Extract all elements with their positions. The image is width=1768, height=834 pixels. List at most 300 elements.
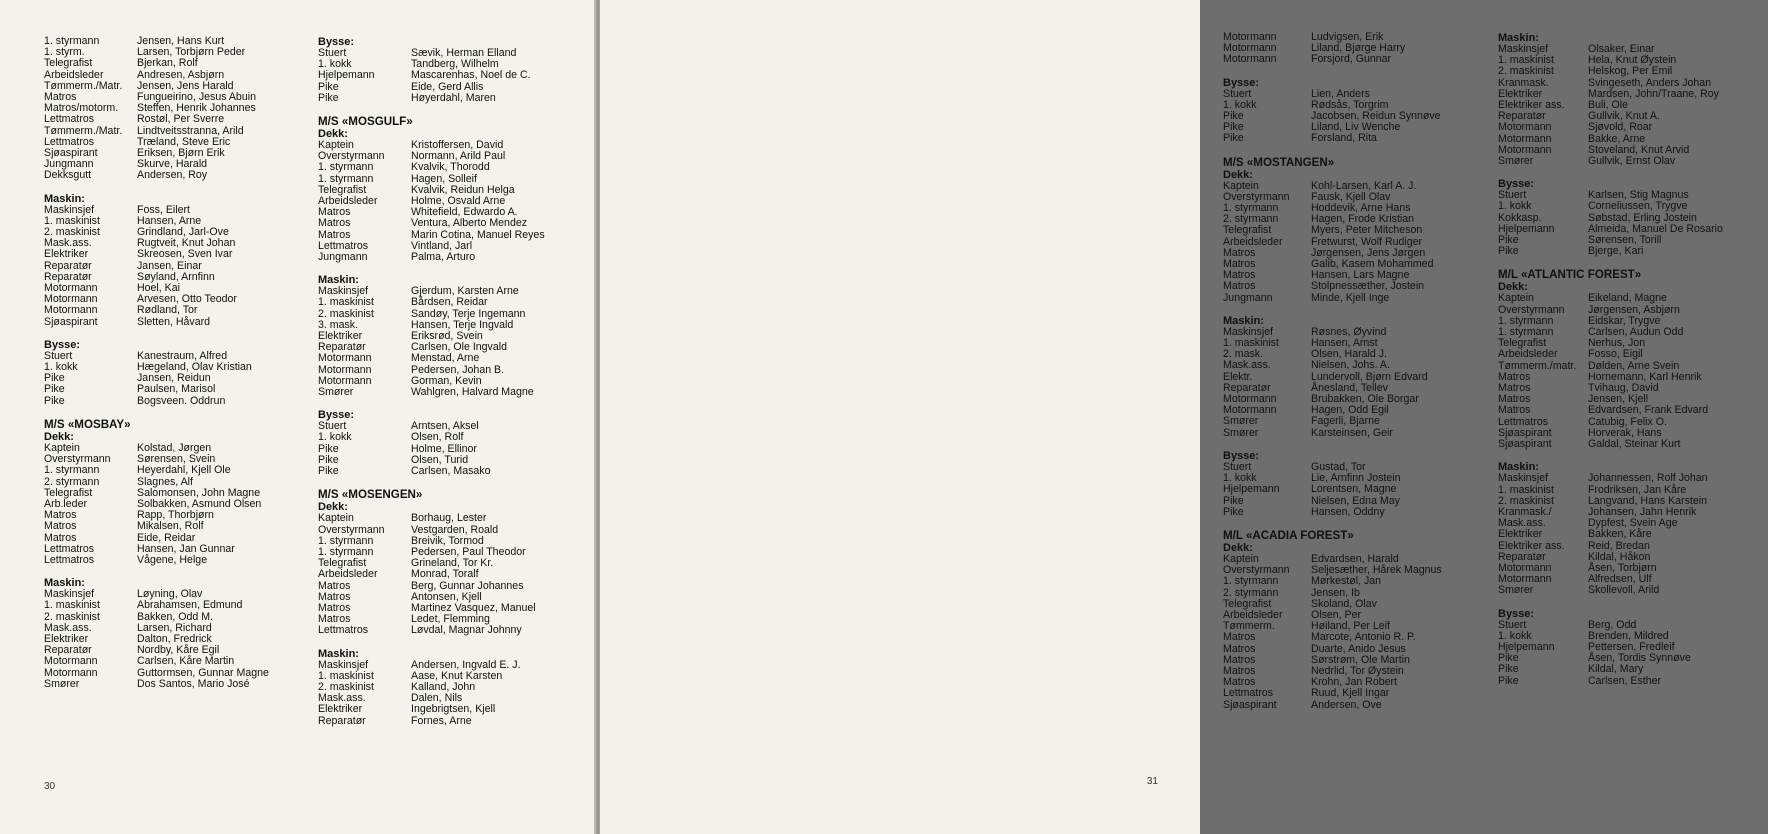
crew-role: Motormann: [1498, 121, 1552, 134]
crew-name: Hansen, Terje Ingvald: [411, 318, 514, 331]
crew-role: 1. kokk: [1223, 472, 1257, 485]
crew-role: Reparatør: [318, 341, 366, 354]
crew-role: Smører: [318, 386, 354, 399]
crew-name: Slagnes, Alf: [137, 475, 193, 488]
crew-name: Løyning, Olav: [137, 588, 203, 601]
ship-name-heading: M/S «MOSENGEN»: [318, 488, 423, 502]
crew-name: Bjerge, Kari: [1588, 245, 1644, 258]
crew-name: Fagerli, Bjarne: [1311, 415, 1380, 428]
crew-row: [44, 305, 294, 316]
crew-name: Borhaug, Lester: [411, 512, 487, 525]
crew-name: Dos Santos, Mario José: [137, 677, 250, 690]
crew-role: 1. styrmann: [318, 534, 374, 547]
crew-row: [1498, 122, 1768, 133]
department-heading: Bysse:: [318, 36, 355, 48]
crew-role: Overstyrmann: [1223, 564, 1290, 577]
ship-name-heading: M/L «ACADIA FOREST»: [1223, 528, 1354, 542]
crew-role: Lettmatros: [1498, 415, 1549, 428]
crew-role: 1. kokk: [44, 361, 78, 374]
crew-role: Reparatør: [44, 270, 92, 283]
crew-name: Menstad, Arne: [411, 352, 480, 365]
crew-row: [318, 466, 568, 477]
crew-role: Overstyrmann: [1223, 190, 1290, 203]
crew-name: Eidskar, Trygve: [1588, 314, 1661, 327]
crew-role: Motormann: [1498, 561, 1552, 574]
crew-column: [1223, 32, 1483, 711]
crew-row: [318, 252, 568, 263]
crew-role: Matros: [1223, 269, 1256, 282]
crew-name: Johansen, Jahn Henrik: [1588, 505, 1697, 518]
crew-role: Matros/motorm.: [44, 102, 119, 115]
crew-name: Breivik, Tormod: [411, 534, 484, 547]
crew-section: [1223, 77, 1483, 145]
crew-name: Lindtveitsstranna, Arild: [137, 124, 244, 137]
crew-name: Holme, Osvald Arne: [411, 195, 506, 208]
crew-role: 2. styrmann: [44, 475, 100, 488]
crew-role: 1. styrmann: [318, 172, 374, 185]
crew-role: Pike: [1498, 652, 1519, 665]
crew-name: Larsen, Richard: [137, 621, 212, 634]
crew-name: Eide, Reidar: [137, 531, 196, 544]
crew-name: Hoddevik, Arne Hans: [1311, 202, 1411, 215]
crew-section: [318, 115, 568, 263]
crew-role: Motormann: [318, 363, 372, 376]
crew-role: Kaptein: [44, 441, 80, 454]
crew-name: Tandberg, Wilhelm: [411, 58, 499, 71]
crew-name: Edvardsen, Harald: [1311, 552, 1399, 565]
crew-name: Myers, Peter Mitcheson: [1311, 224, 1423, 237]
crew-role: Motormann: [318, 352, 372, 365]
crew-name: Skurve, Harald: [137, 158, 208, 171]
crew-role: Matros: [318, 579, 351, 592]
crew-row: [1498, 293, 1768, 304]
crew-name: Brenden, Mildred: [1588, 629, 1669, 642]
crew-row: [44, 384, 294, 395]
crew-role: Mask.ass.: [1223, 359, 1271, 372]
crew-role: Telegrafist: [318, 183, 367, 196]
crew-name: Carlsen, Audun Odd: [1588, 326, 1684, 339]
crew-name: Gjerdum, Karsten Arne: [411, 285, 519, 298]
crew-name: Hagen, Odd Egil: [1311, 404, 1389, 417]
crew-role: Telegrafist: [1223, 597, 1272, 610]
crew-name: Jansen, Einar: [137, 259, 202, 272]
crew-name: Liland, Liv Wenche: [1311, 121, 1401, 134]
department-heading: Maskin:: [318, 274, 359, 287]
crew-name: Seljesæther, Hårek Magnus: [1311, 564, 1442, 577]
crew-role: Motormann: [1223, 42, 1277, 55]
crew-name: Søyland, Arnfinn: [137, 270, 215, 283]
crew-row: [1223, 54, 1483, 65]
crew-name: Arntsen, Aksel: [411, 420, 479, 433]
department-heading: Bysse:: [318, 409, 355, 422]
crew-name: Bakken, Odd M.: [137, 610, 213, 623]
crew-section: [318, 274, 568, 398]
crew-name: Hægeland, Olav Kristian: [137, 361, 252, 374]
crew-role: Sjøaspirant: [44, 315, 98, 328]
crew-name: Hansen, Arne: [137, 214, 202, 227]
crew-role: Stuert: [1223, 87, 1252, 100]
crew-name: Guttormsen, Gunnar Magne: [137, 666, 269, 679]
crew-row: [1223, 360, 1483, 371]
crew-name: Holme, Ellinor: [411, 442, 477, 455]
crew-name: Sævik, Herman Elland: [411, 47, 517, 59]
crew-name: Bakken, Kåre: [1588, 528, 1652, 541]
crew-name: Kvalvik, Reidun Helga: [411, 183, 515, 196]
crew-name: Hansen, Arnst: [1311, 337, 1378, 350]
crew-name: Sørstrøm, Ole Martin: [1311, 653, 1410, 666]
crew-name: Jensen, Jens Harald: [137, 79, 234, 92]
crew-role: 1. maskinist: [44, 599, 100, 612]
crew-column: [318, 36, 568, 727]
crew-row: [1498, 529, 1768, 540]
crew-name: Eriksrød, Svein: [411, 330, 483, 343]
crew-section: [1223, 450, 1483, 518]
crew-role: Smører: [44, 677, 80, 690]
crew-name: Brubakken, Ole Borgar: [1311, 393, 1419, 406]
crew-role: Smører: [1498, 584, 1534, 597]
crew-role: Pike: [318, 465, 339, 478]
crew-name: Minde, Kjell Inge: [1311, 291, 1390, 304]
crew-section: [44, 193, 294, 328]
crew-name: Hansen, Oddny: [1311, 505, 1385, 518]
crew-row: [1498, 201, 1768, 212]
crew-section: [44, 577, 294, 690]
crew-role: 2. styrmann: [1223, 213, 1279, 226]
crew-role: Dekksgutt: [44, 169, 92, 182]
crew-role: Jungmann: [318, 251, 368, 264]
crew-role: Kaptein: [1498, 292, 1534, 305]
crew-name: Grineland, Tor Kr.: [411, 557, 494, 570]
crew-row: [318, 513, 568, 524]
crew-role: Matros: [318, 601, 351, 614]
crew-section: [1498, 32, 1768, 167]
crew-role: Pike: [318, 442, 339, 455]
crew-role: Pike: [1223, 132, 1244, 145]
right-page: [600, 0, 1723, 834]
crew-role: 1. kokk: [318, 431, 352, 444]
page-number: 30: [44, 781, 56, 792]
crew-name: Kvalvik, Thorodd: [411, 161, 490, 174]
crew-name: Buli, Ole: [1588, 99, 1629, 112]
crew-name: Kanestraum, Alfred: [137, 349, 228, 362]
crew-name: Olsen, Per: [1311, 608, 1362, 621]
crew-name: Svingeseth, Anders Johan: [1588, 76, 1712, 89]
crew-name: Sørensen, Svein: [137, 453, 216, 466]
crew-role: 1. styrmann: [44, 35, 100, 47]
crew-name: Berg, Gunnar Johannes: [411, 579, 524, 592]
crew-name: Liland, Bjørge Harry: [1311, 42, 1406, 55]
crew-name: Krohn, Jan Robert: [1311, 676, 1397, 689]
crew-name: Tvihaug, David: [1588, 382, 1659, 395]
crew-role: Reparatør: [44, 259, 92, 272]
crew-role: Motormann: [44, 304, 98, 317]
crew-name: Skoland, Olav: [1311, 597, 1377, 610]
department-heading: Dekk:: [1223, 541, 1253, 554]
crew-role: Matros: [44, 91, 77, 104]
department-heading: Bysse:: [44, 338, 81, 351]
crew-name: Rostøl, Per Sverre: [137, 113, 225, 126]
crew-role: Elektriker: [44, 248, 89, 261]
crew-name: Pedersen, Paul Theodor: [411, 545, 526, 558]
crew-role: Arbeidsleder: [318, 568, 378, 581]
crew-name: Mikalsen, Rolf: [137, 520, 204, 533]
crew-name: Olsaker, Einar: [1588, 43, 1655, 55]
crew-role: Overstyrmann: [318, 150, 385, 163]
crew-row: [1498, 439, 1768, 450]
crew-role: 2. maskinist: [318, 680, 374, 693]
crew-role: Jungmann: [44, 158, 94, 171]
department-heading: Maskin:: [44, 192, 85, 205]
crew-role: 1. maskinist: [1498, 54, 1554, 67]
crew-row: [1223, 428, 1483, 439]
crew-role: Matros: [318, 613, 351, 626]
crew-name: Edvardsen, Frank Edvard: [1588, 404, 1709, 417]
crew-role: Matros: [1223, 258, 1256, 271]
crew-name: Normann, Arild Paul: [411, 150, 506, 163]
crew-role: Stuert: [318, 47, 347, 59]
crew-role: Mask.ass.: [44, 621, 92, 634]
crew-name: Ruud, Kjell Ingar: [1311, 687, 1390, 700]
crew-role: Reparatør: [318, 714, 366, 727]
page-number: 31: [1146, 776, 1158, 787]
crew-name: Gullvik, Knut A.: [1588, 110, 1660, 123]
crew-name: Paulsen, Marisol: [137, 383, 216, 396]
crew-role: Maskinsjef: [1498, 472, 1549, 485]
crew-name: Dalton, Fredrick: [137, 632, 212, 645]
crew-role: Overstyrmann: [44, 453, 111, 466]
crew-role: Stuert: [318, 420, 347, 433]
crew-name: Lorentsen, Magne: [1311, 483, 1397, 496]
department-heading: Bysse:: [1498, 178, 1535, 191]
crew-section: [318, 648, 568, 727]
crew-name: Jensen, Ib: [1311, 586, 1360, 599]
crew-name: Kalland, John: [411, 680, 476, 693]
crew-name: Karlsen, Stig Magnus: [1588, 189, 1689, 202]
crew-name: Nedrlid, Tor Øystein: [1311, 664, 1404, 677]
crew-role: 1. styrmann: [1498, 314, 1554, 327]
crew-role: Kokkasp.: [1498, 211, 1542, 224]
crew-role: Smører: [1498, 155, 1534, 168]
crew-name: Nielsen, Johs. A.: [1311, 359, 1390, 372]
crew-name: Larsen, Torbjørn Peder: [137, 46, 246, 59]
crew-role: Stuert: [1498, 618, 1527, 631]
crew-role: Arbeidsleder: [1223, 235, 1283, 248]
crew-role: Maskinsjef: [1498, 43, 1549, 55]
crew-role: 1. maskinist: [1223, 337, 1279, 350]
crew-role: Elektriker ass.: [1498, 539, 1565, 552]
crew-name: Grindland, Jarl-Ove: [137, 226, 229, 239]
crew-name: Andresen, Asbjørn: [137, 68, 225, 81]
crew-row: [318, 162, 568, 173]
crew-name: Høiland, Per Leif: [1311, 620, 1390, 633]
crew-row: [318, 625, 568, 636]
crew-name: Skreosen, Sven Ivar: [137, 248, 233, 261]
crew-name: Solbakken, Asmund Olsen: [137, 497, 262, 510]
crew-role: Matros: [318, 590, 351, 603]
crew-name: Kildal, Mary: [1588, 663, 1644, 676]
ship-name-heading: M/S «MOSBAY»: [44, 417, 131, 431]
department-heading: Maskin:: [1498, 461, 1539, 474]
crew-name: Hagen, Solleif: [411, 172, 477, 185]
crew-name: Galib, Kasem Mohammed: [1311, 258, 1434, 271]
crew-role: Motormann: [44, 666, 98, 679]
crew-role: Matros: [1498, 393, 1531, 406]
crew-role: Maskinsjef: [44, 588, 95, 601]
crew-role: Lettmatros: [318, 624, 369, 637]
crew-name: Åsen, Tordis Synnøve: [1588, 652, 1691, 665]
crew-row: [1498, 585, 1768, 596]
crew-name: Pedersen, Johan B.: [411, 363, 505, 376]
crew-name: Jacobsen, Reidun Synnøve: [1311, 110, 1441, 123]
crew-name: Ånesland, Tellev: [1311, 381, 1388, 394]
crew-row: [318, 70, 568, 81]
crew-role: Elektriker: [318, 330, 363, 343]
department-heading: Dekk:: [318, 501, 348, 514]
crew-row: [318, 432, 568, 443]
crew-role: Maskinsjef: [44, 203, 95, 216]
crew-role: 1. styrmann: [1223, 575, 1279, 588]
crew-name: Bjerkan, Rolf: [137, 57, 198, 70]
crew-role: Motormann: [1223, 404, 1277, 417]
crew-role: 1. styrm.: [44, 46, 85, 59]
crew-role: 1. kokk: [1498, 629, 1532, 642]
crew-name: Stolpnessæther, Jostein: [1311, 280, 1425, 293]
crew-role: 1. styrmann: [318, 161, 374, 174]
crew-role: Elektriker: [1498, 528, 1543, 541]
crew-section: [1223, 32, 1483, 66]
crew-role: Pike: [44, 372, 65, 385]
department-heading: Maskin:: [1498, 32, 1539, 44]
crew-name: Lie, Arnfinn Jostein: [1311, 472, 1401, 485]
crew-role: Pike: [44, 383, 65, 396]
crew-role: Kaptein: [1223, 179, 1259, 192]
crew-row: [44, 58, 294, 69]
crew-role: Elektr.: [1223, 370, 1253, 383]
crew-role: Pike: [318, 91, 339, 104]
crew-role: Hjelpemann: [1498, 640, 1555, 653]
crew-section: [1223, 315, 1483, 439]
crew-name: Pettersen, Fredleif: [1588, 640, 1675, 653]
crew-role: Arbeidsleder: [318, 195, 378, 208]
crew-role: 1. styrmann: [318, 545, 374, 558]
crew-role: Sjøaspirant: [1498, 438, 1552, 451]
crew-role: Sjøaspirant: [1223, 698, 1277, 711]
crew-name: Mascarenhas, Noel de C.: [411, 69, 531, 82]
crew-name: Ventura, Alberto Mendez: [411, 217, 528, 230]
crew-role: Motormann: [1498, 132, 1552, 145]
crew-name: Søbstad, Erling Jostein: [1588, 211, 1697, 224]
crew-name: Nielsen, Edna May: [1311, 494, 1400, 507]
crew-name: Bårdsen, Reidar: [411, 296, 488, 309]
crew-name: Rødland, Tor: [137, 304, 198, 317]
crew-role: Matros: [1223, 631, 1256, 644]
crew-role: Overstyrmann: [318, 523, 385, 536]
crew-role: Matros: [44, 531, 77, 544]
crew-role: Reparatør: [1498, 110, 1546, 123]
crew-name: Foss, Eilert: [137, 203, 190, 216]
crew-name: Røsnes, Øyvind: [1311, 325, 1387, 338]
crew-name: Gorman, Kevin: [411, 374, 482, 387]
crew-row: [1498, 405, 1768, 416]
crew-name: Vintland, Jarl: [411, 239, 473, 252]
crew-name: Almeida, Manuel De Rosario: [1588, 222, 1723, 235]
crew-row: [44, 465, 294, 476]
crew-name: Carlsen, Ole Ingvald: [411, 341, 507, 354]
crew-role: Mask.ass.: [1498, 517, 1546, 530]
department-heading: Maskin:: [1223, 314, 1264, 327]
crew-name: Whitefield, Edwardo A.: [411, 206, 518, 219]
crew-role: Matros: [1498, 370, 1531, 383]
crew-name: Wahlgren, Halvard Magne: [411, 386, 534, 399]
crew-name: Skollevoll, Arild: [1588, 584, 1660, 597]
crew-name: Forsland, Rita: [1311, 132, 1377, 145]
crew-section: [1498, 608, 1768, 687]
crew-name: Marcote, Antonio R. P.: [1311, 631, 1416, 644]
crew-role: 1. styrmann: [1498, 326, 1554, 339]
crew-name: Eikeland, Magne: [1588, 292, 1667, 305]
crew-role: 1. maskinist: [44, 214, 100, 227]
crew-role: Lettmatros: [44, 135, 95, 148]
crew-name: Sletten, Håvard: [137, 315, 211, 328]
crew-row: [1223, 416, 1483, 427]
crew-role: Hjelpemann: [1498, 222, 1555, 235]
crew-role: Sjøaspirant: [1498, 426, 1552, 439]
crew-role: Lettmatros: [44, 542, 95, 555]
crew-role: Matros: [318, 217, 351, 230]
crew-role: 1. kokk: [1223, 98, 1257, 111]
crew-role: Kaptein: [318, 512, 354, 525]
crew-name: Helskog, Per Emil: [1588, 65, 1673, 78]
crew-role: Matros: [1223, 664, 1256, 677]
crew-role: Elektriker: [1498, 87, 1543, 100]
crew-row: [1223, 700, 1483, 711]
department-heading: Bysse:: [1223, 76, 1260, 89]
crew-name: Alfredsen, Ulf: [1588, 573, 1652, 586]
crew-row: [44, 656, 294, 667]
crew-role: Matros: [318, 228, 351, 241]
crew-name: Bakke, Arne: [1588, 132, 1646, 145]
crew-role: Lettmatros: [44, 553, 95, 566]
crew-section: [44, 339, 294, 407]
crew-name: Palma, Arturo: [411, 251, 476, 264]
crew-name: Corneliussen, Trygve: [1588, 200, 1688, 213]
left-page: [0, 0, 596, 834]
crew-row: [1223, 293, 1483, 304]
crew-role: Arbeidsleder: [1223, 608, 1283, 621]
crew-role: Pike: [1223, 505, 1244, 518]
crew-name: Rugtveit, Knut Johan: [137, 237, 236, 250]
crew-role: Hjelpemann: [318, 69, 375, 82]
crew-row: [1498, 156, 1768, 167]
crew-role: Pike: [1223, 121, 1244, 134]
crew-role: Lettmatros: [44, 113, 95, 126]
crew-role: Sjøaspirant: [44, 147, 98, 160]
crew-name: Vestgarden, Roald: [411, 523, 499, 536]
department-heading: Maskin:: [44, 577, 85, 590]
crew-name: Høyerdahl, Maren: [411, 91, 496, 104]
crew-name: Fungueirino, Jesus Abuin: [137, 91, 256, 104]
crew-role: Kaptein: [318, 139, 354, 152]
crew-section: [318, 409, 568, 477]
crew-row: [44, 600, 294, 611]
crew-role: Reparatør: [1223, 381, 1271, 394]
crew-name: Olsen, Harald J.: [1311, 348, 1387, 361]
crew-name: Jensen, Hans Kurt: [137, 35, 225, 47]
crew-row: [318, 218, 568, 229]
crew-name: Vågene, Helge: [137, 553, 208, 566]
crew-name: Andersen, Ingvald E. J.: [411, 658, 521, 671]
crew-role: Motormann: [1223, 393, 1277, 406]
